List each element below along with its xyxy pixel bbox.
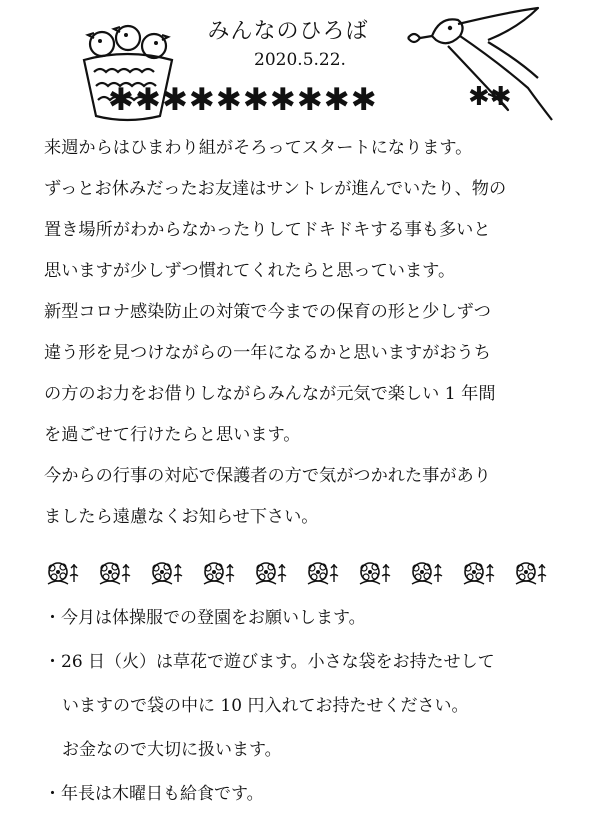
body-line: を過ごせて行けたらと思います。 bbox=[44, 425, 301, 445]
list-item: ・26 日（火）は草花で遊びます。小さな袋をお持たせして bbox=[44, 652, 495, 672]
flower-border-icon bbox=[44, 556, 564, 590]
list-item: ・今月は体操服での登園をお願いします。 bbox=[44, 608, 366, 628]
issue-date: 2020.5.22. bbox=[254, 50, 346, 70]
body-line: 新型コロナ感染防止の対策で今までの保育の形と少しずつ bbox=[44, 302, 491, 322]
body-line: 来週からはひまわり組がそろってスタートになります。 bbox=[44, 138, 473, 158]
message-body bbox=[44, 128, 584, 538]
star-row-right: ✱✱ bbox=[468, 82, 512, 112]
list-item: ・年長は木曜日も給食です。 bbox=[44, 784, 264, 804]
body-line: の方のお力をお借りしながらみんなが元気で楽しい 1 年間 bbox=[44, 384, 496, 404]
body-line: 置き場所がわからなかったりしてドキドキする事も多いと bbox=[44, 220, 491, 240]
body-line: 違う形を見つけながらの一年になるかと思いますがおうち bbox=[44, 343, 491, 363]
body-line: ましたら遠慮なくお知らせ下さい。 bbox=[44, 507, 319, 527]
star-row-left: ✱✱✱✱✱✱✱✱✱✱ bbox=[108, 82, 378, 118]
notice-list bbox=[44, 596, 584, 816]
body-line: 今からの行事の対応で保護者の方で気がつかれた事があり bbox=[44, 466, 491, 486]
body-line: 思いますが少しずつ慣れてくれたらと思っています。 bbox=[44, 261, 456, 281]
body-line: ずっとお休みだったお友達はサントレが進んでいたり、物の bbox=[44, 179, 507, 199]
newsletter-header bbox=[0, 0, 600, 125]
list-item-continuation: いますので袋の中に 10 円入れてお持たせください。 bbox=[62, 696, 469, 716]
list-item-continuation: お金なので大切に扱います。 bbox=[62, 740, 282, 760]
page-title: みんなのひろば bbox=[207, 19, 369, 44]
swallow-with-flower-icon bbox=[388, 2, 563, 122]
